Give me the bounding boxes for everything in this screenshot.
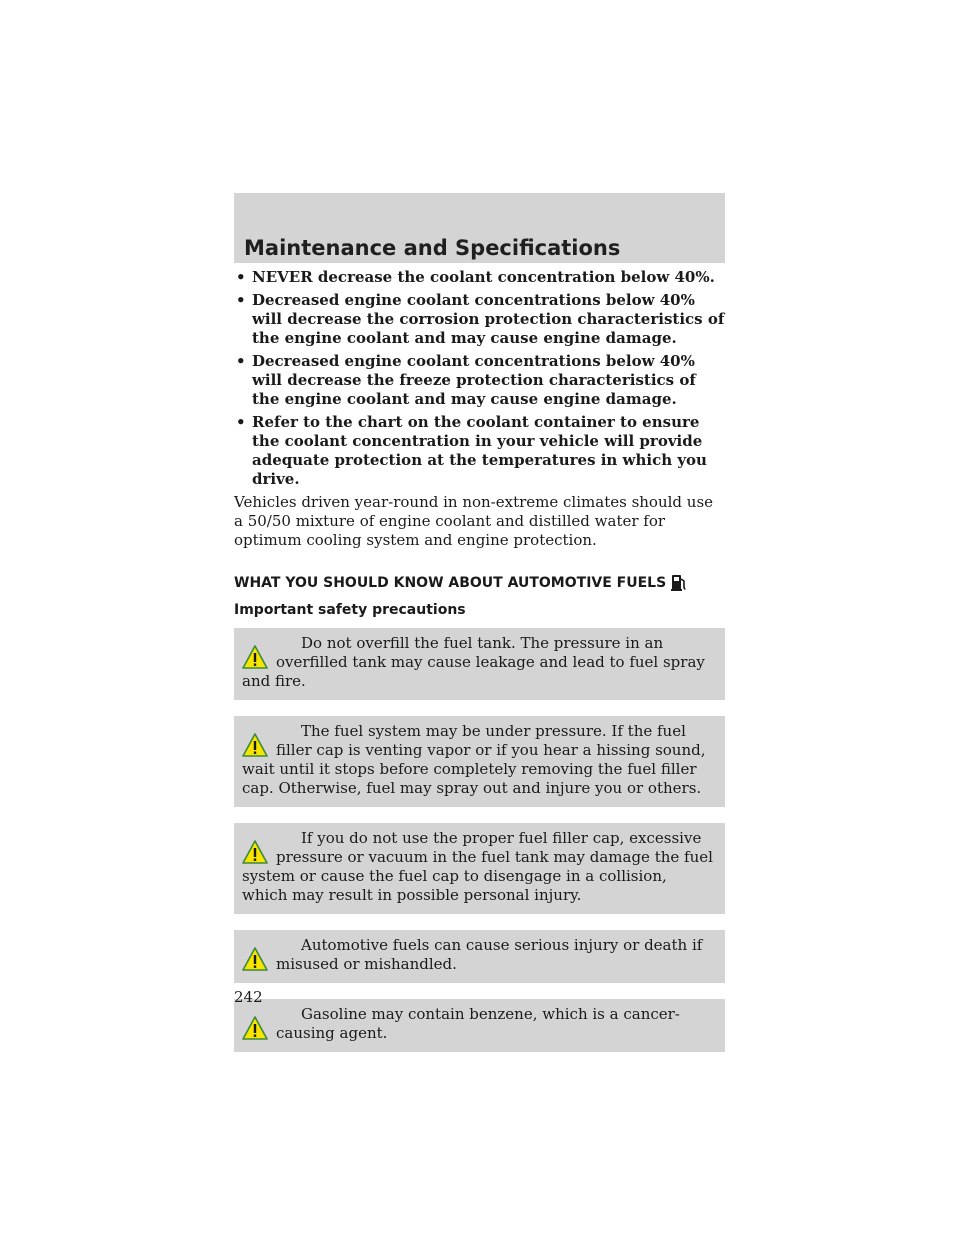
warning-triangle-icon bbox=[242, 732, 268, 758]
bullet-symbol: • bbox=[236, 413, 246, 431]
bullet-text: Refer to the chart on the coolant container to ensure the coolant concentration in your vehicle will provide adequate protection at the temperatures in which you drive. bbox=[252, 413, 707, 488]
page-number: 242 bbox=[234, 988, 263, 1006]
warning-triangle-icon bbox=[242, 644, 268, 670]
warning-list bbox=[234, 628, 725, 1052]
warning-box bbox=[234, 628, 725, 700]
bullet-symbol: • bbox=[236, 268, 246, 286]
warning-box bbox=[234, 823, 725, 914]
bullet-symbol: • bbox=[236, 291, 246, 309]
bullet-text: NEVER decrease the coolant concentration below 40%. bbox=[252, 268, 715, 286]
warning-text: Gasoline may contain benzene, which is a cancer-causing agent. bbox=[276, 1005, 680, 1042]
page-content bbox=[234, 268, 725, 1052]
warning-triangle-icon bbox=[242, 839, 268, 865]
warning-box bbox=[234, 930, 725, 983]
bullet-item bbox=[234, 268, 725, 287]
coolant-bullet-list bbox=[234, 268, 725, 489]
bullet-item bbox=[234, 291, 725, 348]
warning-triangle-icon bbox=[242, 1015, 268, 1041]
warning-text: If you do not use the proper fuel filler cap, excessive pressure or vacuum in the fuel tank may damage the fuel system or cause the fuel cap to disengage in a collision, which may result in possible personal injury. bbox=[242, 829, 713, 904]
bullet-item bbox=[234, 352, 725, 409]
section-header-band bbox=[234, 193, 725, 263]
bullet-text: Decreased engine coolant concentrations below 40% will decrease the freeze protection characteristics of the engine coolant and may cause engine damage. bbox=[252, 352, 696, 408]
page-section-title: Maintenance and Specifications bbox=[244, 236, 621, 260]
warning-text: Automotive fuels can cause serious injury or death if misused or mishandled. bbox=[276, 936, 703, 973]
warning-box bbox=[234, 716, 725, 807]
warning-text: The fuel system may be under pressure. If the fuel filler cap is venting vapor or if you hear a hissing sound, wait until it stops before completely removing the fuel filler cap. Otherwise, fuel may spray out and injure you or others. bbox=[242, 722, 706, 797]
safety-precautions-heading: Important safety precautions bbox=[234, 602, 466, 618]
warning-box bbox=[234, 999, 725, 1052]
warning-text: Do not overfill the fuel tank. The pressure in an overfilled tank may cause leakage and lead to fuel spray and fire. bbox=[242, 634, 705, 690]
bullet-item bbox=[234, 413, 725, 489]
bullet-text: Decreased engine coolant concentrations below 40% will decrease the corrosion protection characteristics of the engine coolant and may cause engine damage. bbox=[252, 291, 725, 347]
fuels-section-heading-text: WHAT YOU SHOULD KNOW ABOUT AUTOMOTIVE FUELS bbox=[234, 575, 667, 591]
warning-triangle-icon bbox=[242, 946, 268, 972]
fuels-section-heading bbox=[234, 571, 725, 591]
bullet-symbol: • bbox=[236, 352, 246, 370]
coolant-mixture-paragraph: Vehicles driven year-round in non-extreme climates should use a 50/50 mixture of engine coolant and distilled water for optimum cooling system and engine protection. bbox=[234, 493, 714, 549]
fuel-pump-icon bbox=[671, 571, 687, 591]
